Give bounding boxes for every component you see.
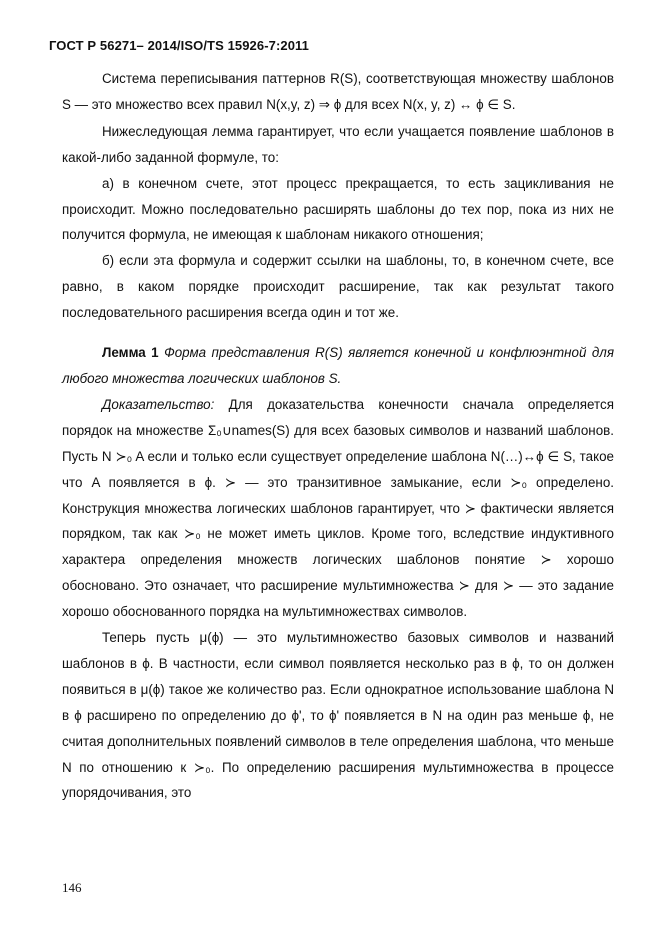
paragraph-rewrite-system: Система переписывания паттернов R(S), соответствующая множеству шаблонов S — это множество всех правил N(x,y, z) ⇒ ϕ для всех N(x, y, z) ↔ ϕ ∈ S.: [62, 71, 614, 112]
page-number: 146: [62, 880, 82, 895]
proof-label: Доказательство:: [102, 396, 215, 412]
lemma-statement: Форма представления R(S) является конечной и конфлюэнтной для любого множества логических шаблонов S.: [62, 345, 614, 386]
proof-paragraph: [62, 392, 614, 625]
page-body: [62, 66, 614, 806]
paragraph-multiset: Теперь пусть μ(ϕ) — это мультимножество базовых символов и названий шаблонов в ϕ. В частности, если символ появляется несколько раз в ϕ, то он должен появиться в μ(ϕ) такое же количество раз. Если однократное использование шаблона N в ϕ расширено по определению до ϕ', то ϕ' появляется в N на один раз меньше ϕ, не считая дополнительных появлений символов в теле определения шаблона, что меньше N по отношению к ≻₀. По определению расширения мультимножества в процессе упорядочивания, это: [62, 630, 614, 801]
lemma-title: Лемма 1: [102, 345, 159, 361]
paragraph-lemma-intro: Нижеследующая лемма гарантирует, что если учащается появление шаблонов в какой-либо заданной формуле, то:: [62, 123, 614, 165]
proof-text: Для доказательства конечности сначала определяется порядок на множестве Σ₀∪names(S) для всех базовых символов и названий шаблонов. Пусть N ≻₀ A если и только если существует определение шаблона N(…)↔ϕ ∈ S, такое что A появляется в ϕ. ≻ — это транзитивное замыкание, если ≻₀ определено. Конструкция множества логических шаблонов гарантирует, что ≻ фактически является порядком, так как ≻₀ не может иметь циклов. Кроме того, вследствие индуктивного характера определения множеств логических шаблонов понятие ≻ хорошо обосновано. Это означает, что расширение мультимножества ≻ для ≻ — это задание хорошо обоснованного порядка на мультимножествах символов.: [62, 396, 614, 620]
lemma-paragraph: [62, 340, 614, 392]
paragraph-item-a: а) в конечном счете, этот процесс прекращается, то есть зацикливания не происходит. Можно последовательно расширять шаблоны до тех пор, пока из них не получится формула, не имеющая к шаблонам никакого отношения;: [62, 175, 614, 243]
page-header: ГОСТ Р 56271– 2014/ISO/TS 15926-7:2011: [49, 38, 310, 53]
paragraph-item-b: б) если эта формула и содержит ссылки на шаблоны, то, в конечном счете, все равно, в каком порядке происходит расширение, так как результат такого последовательного расширения всегда один и тот же.: [62, 253, 614, 321]
